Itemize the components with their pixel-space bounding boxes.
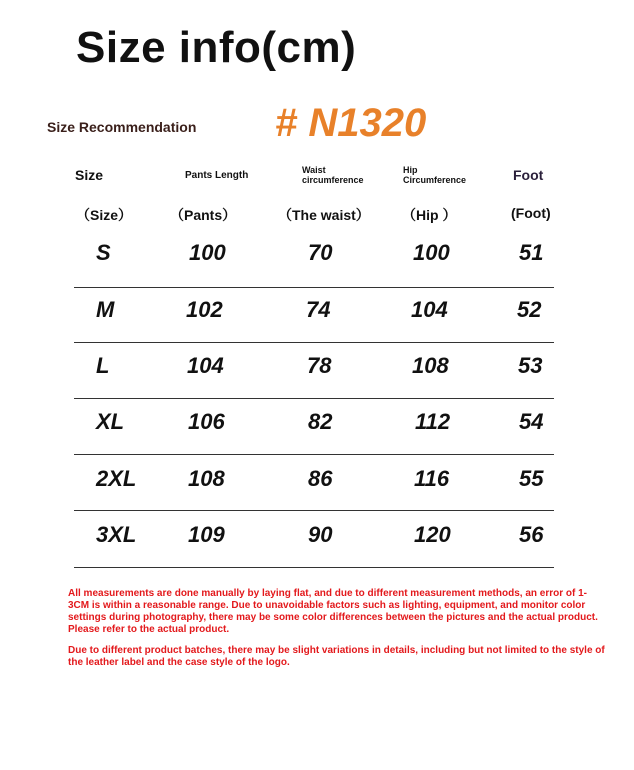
subheader-hip: （Hip ） (402, 207, 457, 223)
cell-size: XL (96, 409, 125, 434)
cell-foot: 51 (519, 240, 544, 265)
row-divider (74, 398, 554, 399)
header-waist: Waist circumference (302, 165, 364, 185)
table-row (0, 464, 634, 504)
row-divider (74, 454, 554, 455)
table-row (0, 295, 634, 335)
subheader-pants: （Pants） (170, 207, 237, 223)
cell-pants: 109 (188, 522, 225, 547)
cell-foot: 54 (519, 409, 544, 434)
cell-waist: 78 (307, 353, 332, 378)
row-divider (74, 287, 554, 288)
header-hip: Hip Circumference (403, 165, 467, 185)
row-divider (74, 567, 554, 568)
header-size: Size (75, 167, 104, 183)
cell-waist: 90 (308, 522, 333, 547)
cell-pants: 106 (188, 409, 225, 434)
size-recommendation-label: Size Recommendation (47, 119, 197, 135)
model-number: # N1320 (275, 101, 427, 145)
batch-variation-note: Due to different product batches, there may be slight variations in details, including but not limited to the style of the leather label and the case style of the logo. (68, 645, 605, 668)
subheader-waist: （The waist） (278, 207, 370, 223)
cell-hip: 100 (413, 240, 450, 265)
subheader-size: （Size） (76, 207, 133, 223)
cell-hip: 116 (414, 466, 450, 491)
table-row (0, 351, 634, 391)
cell-foot: 55 (519, 466, 544, 491)
cell-waist: 70 (308, 240, 333, 265)
cell-size: M (96, 297, 115, 322)
measurement-disclaimer: All measurements are done manually by laying flat, and due to different measurement methods, an error of 1-3CM is within a reasonable range. Due to unavoidable factors such as lighting, equipment, and monitor color settings during photography, there may be some color differences between the pictures and the actual product. Please refer to the actual product. (68, 588, 598, 635)
subheader-foot: (Foot) (511, 205, 551, 221)
table-row (0, 520, 634, 560)
cell-pants: 100 (189, 240, 226, 265)
cell-size: 2XL (96, 466, 137, 491)
cell-hip: 108 (412, 353, 449, 378)
cell-foot: 53 (518, 353, 543, 378)
cell-size: S (96, 240, 111, 265)
row-divider (74, 510, 554, 511)
cell-hip: 104 (411, 297, 448, 322)
cell-waist: 86 (308, 466, 333, 491)
header-foot: Foot (513, 167, 544, 183)
header-pants-length: Pants Length (185, 170, 249, 181)
table-row (0, 407, 634, 447)
cell-waist: 82 (308, 409, 333, 434)
row-divider (74, 342, 554, 343)
cell-size: L (96, 353, 110, 378)
cell-foot: 52 (517, 297, 542, 322)
cell-hip: 112 (415, 409, 451, 434)
page-title: Size info(cm) (76, 23, 357, 72)
cell-waist: 74 (306, 297, 331, 322)
cell-pants: 102 (186, 297, 223, 322)
cell-hip: 120 (414, 522, 451, 547)
cell-foot: 56 (519, 522, 544, 547)
cell-pants: 104 (187, 353, 224, 378)
cell-size: 3XL (96, 522, 137, 547)
table-row (0, 238, 634, 278)
cell-pants: 108 (188, 466, 225, 491)
